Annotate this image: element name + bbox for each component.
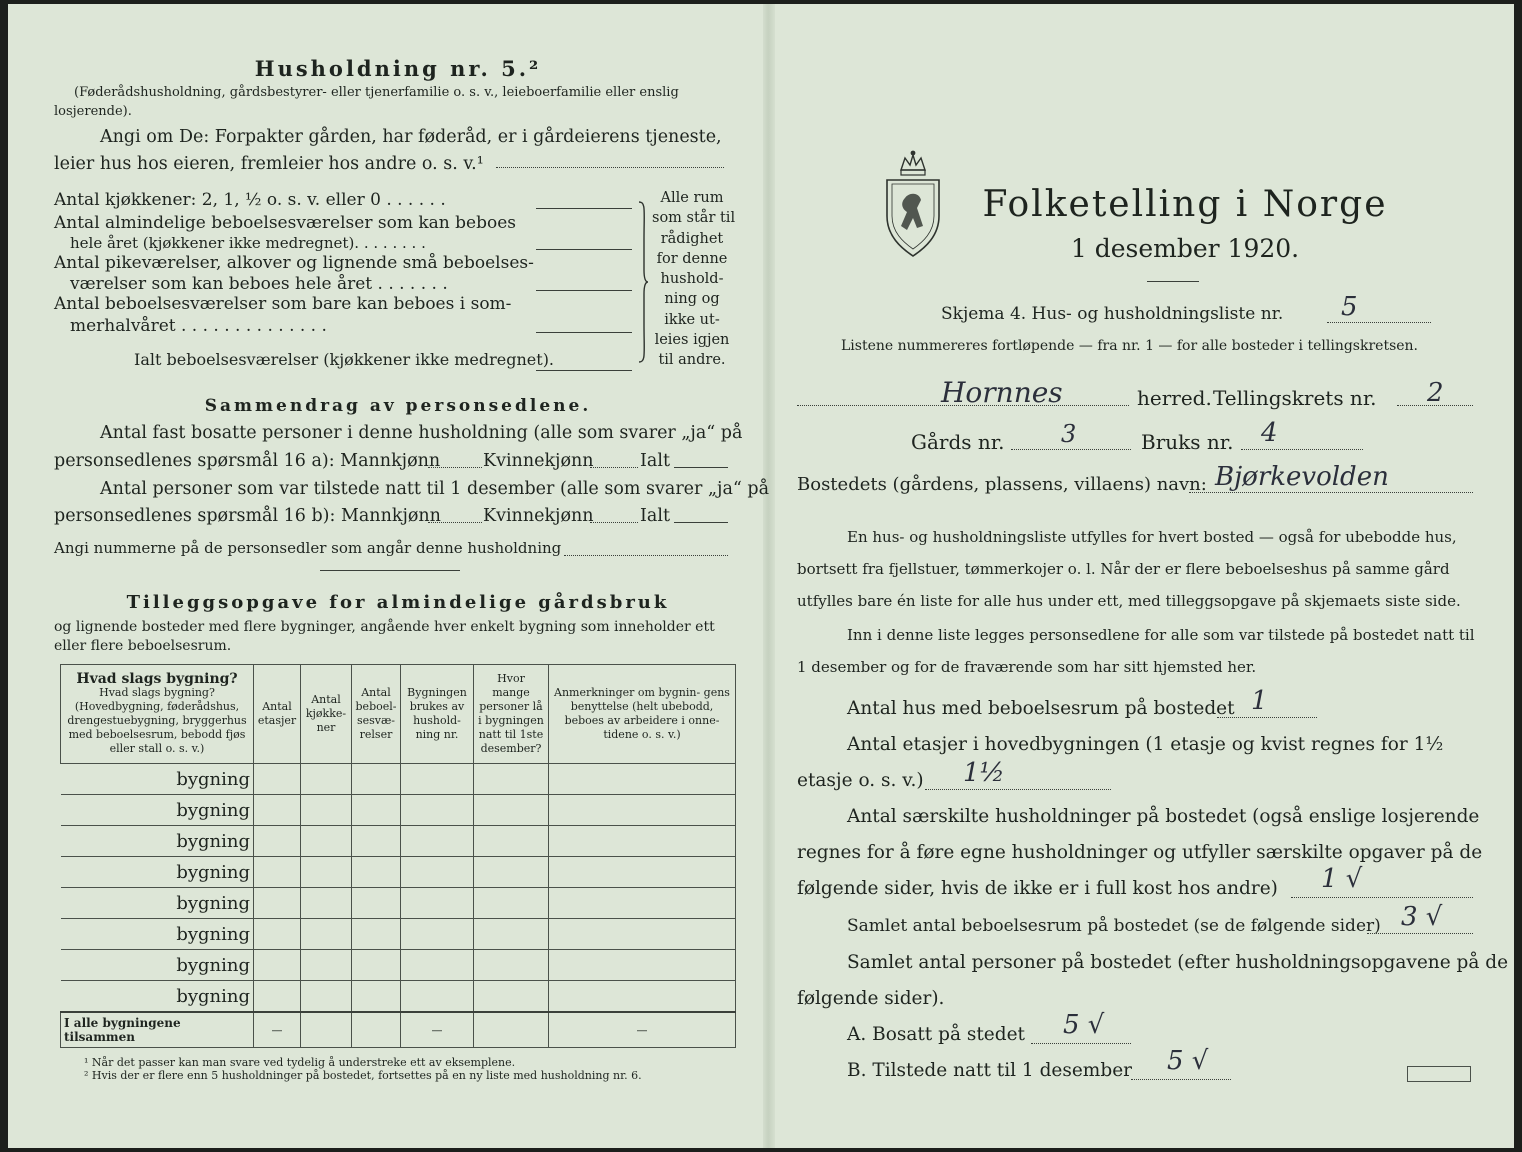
q-rooms: Samlet antal beboelsesrum på bostedet (se de følgende sider) xyxy=(847,916,1381,936)
side-note-line-7: ikke ut- xyxy=(664,311,720,328)
side-note-line-2: som står til xyxy=(652,210,736,227)
summary-title: Sammendrag av personsedlene. xyxy=(204,396,592,416)
para2-line-2: 1 desember og for de fraværende som har sitt hjemsted her. xyxy=(797,658,1257,676)
total-row xyxy=(61,1012,736,1048)
q-houses-handwritten: 1 xyxy=(1251,686,1268,716)
total-persons xyxy=(474,1012,549,1048)
a-resident-handwritten: 5 √ xyxy=(1063,1010,1105,1040)
page-fold xyxy=(763,4,775,1148)
present-total-label: Ialt xyxy=(640,506,670,526)
col-header-remarks: Anmerkninger om bygnin- gens benyttelse (helt ubebodd, beboes av arbeidere i onne- tidene o. s. v.) xyxy=(549,665,736,764)
herred-handwritten: Hornnes xyxy=(941,376,1063,409)
table-row xyxy=(61,888,736,919)
summary-line-3: Antal personer som var tilstede natt til 1 desember (alle som svarer „ja“ på xyxy=(100,479,770,499)
row-label: bygning xyxy=(61,950,254,981)
rooms-line-3: hele året (kjøkkener ikke medregnet). . . . . . . . xyxy=(70,234,426,252)
census-sheet xyxy=(8,4,1514,1148)
col-header-floors: Antal etasjer xyxy=(254,665,301,764)
col-header-rooms: Antal beboel- sesvæ- relser xyxy=(352,665,401,764)
q-households-1: Antal særskilte husholdninger på bostedet (også enslige losjerende xyxy=(847,806,1480,827)
building-rows xyxy=(61,764,736,1048)
total-floors: — xyxy=(254,1012,301,1048)
angi-nummerne-line xyxy=(564,555,728,556)
q-rooms-handwritten: 3 √ xyxy=(1401,902,1443,932)
left-page xyxy=(8,4,770,1148)
right-page xyxy=(775,4,1514,1148)
table-row xyxy=(61,919,736,950)
census-title: Folketelling i Norge xyxy=(982,184,1388,225)
summary-line-2: personsedlenes spørsmål 16 a): Mannkjønn xyxy=(54,451,441,471)
rooms-total-answer xyxy=(536,370,632,371)
total-rooms xyxy=(352,1012,401,1048)
para1-line-3: utfylles bare én liste for alle hus under ett, med tilleggsopgave på skjemaets siste side. xyxy=(797,592,1461,610)
side-note-line-6: ning og xyxy=(664,291,720,308)
q-households-3: følgende sider, hvis de ikke er i full kost hos andre) xyxy=(797,878,1278,899)
q-persons-1: Samlet antal personer på bostedet (efter husholdningsopgavene på de xyxy=(847,952,1509,973)
schema-label: Skjema 4. Hus- og husholdningsliste nr. xyxy=(941,304,1284,324)
gards-line xyxy=(1011,449,1131,450)
table-header-row xyxy=(61,665,736,764)
q-floors-1: Antal etasjer i hovedbygningen (1 etasje og kvist regnes for 1½ xyxy=(847,734,1444,755)
table-row xyxy=(61,826,736,857)
q-persons-2: følgende sider). xyxy=(797,988,945,1009)
angi-nummerne: Angi nummerne på de personsedler som angår denne husholdning xyxy=(54,539,562,557)
summary-line-1: Antal fast bosatte personer i denne husholdning (alle som svarer „ja“ på xyxy=(100,423,743,443)
a-resident-label: A. Bosatt på stedet xyxy=(847,1024,1025,1045)
date-underline xyxy=(1147,281,1199,282)
q-floors-handwritten: 1½ xyxy=(963,758,1005,788)
side-note-line-3: rådighet xyxy=(660,230,724,247)
rooms-brace xyxy=(636,200,650,364)
q-households-handwritten: 1 √ xyxy=(1321,864,1363,894)
q-households-2: regnes for å føre egne husholdninger og utfyller særskilte opgaver på de xyxy=(797,842,1483,863)
norway-coat-of-arms-icon xyxy=(879,148,947,260)
a-resident-line xyxy=(1031,1043,1131,1044)
resident-total-label: Ialt xyxy=(640,451,670,471)
household-title: Husholdning nr. 5.² xyxy=(254,56,542,81)
rooms-answer-1 xyxy=(536,208,632,209)
addon-note: og lignende bosteder med flere bygninger, angående hver enkelt bygning som inneholder ett eller flere beboelsesrum. xyxy=(54,619,715,654)
q-floors-2: etasje o. s. v.) xyxy=(797,770,924,791)
side-note-line-4: for denne xyxy=(656,250,728,267)
row-label: bygning xyxy=(61,857,254,888)
schema-number-handwritten: 5 xyxy=(1341,292,1358,322)
resident-female-label: Kvinnekjønn xyxy=(483,451,594,471)
side-note-line-9: til andre. xyxy=(658,352,726,369)
side-note-line-8: leies igjen xyxy=(654,332,730,349)
table-row xyxy=(61,795,736,826)
q-households-line xyxy=(1291,897,1473,898)
para1-line-1: En hus- og husholdningsliste utfylles for hvert bosted — også for ubebodde hus, xyxy=(847,528,1457,546)
question-line-1: Angi om De: Forpakter gården, har føderåd, er i gårdeierens tjeneste, xyxy=(100,127,722,147)
row-label: bygning xyxy=(61,888,254,919)
bruks-label: Bruks nr. xyxy=(1141,430,1234,454)
printer-stamp xyxy=(1407,1066,1471,1082)
section-divider xyxy=(320,570,460,571)
footnote-1: ¹ Når det passer kan man svare ved tydelig å understreke ett av eksemplene. xyxy=(84,1056,516,1069)
row-label: bygning xyxy=(61,795,254,826)
table-row xyxy=(61,857,736,888)
summary-line-4: personsedlenes spørsmål 16 b): Mannkjønn xyxy=(54,506,441,526)
b-present-handwritten: 5 √ xyxy=(1167,1046,1209,1076)
rooms-answer-2 xyxy=(536,249,632,250)
rooms-line-1: Antal kjøkkener: 2, 1, ½ o. s. v. eller 0 . . . . . . xyxy=(54,190,446,210)
rooms-line-7: merhalvåret . . . . . . . . . . . . . . xyxy=(70,316,327,336)
bosted-handwritten: Bjørkevolden xyxy=(1215,462,1389,492)
present-male-line xyxy=(428,522,482,523)
rooms-line-2: Antal almindelige beboelsesværelser som kan beboes xyxy=(54,213,516,233)
b-present-label: B. Tilstede natt til 1 desember xyxy=(847,1060,1132,1081)
footnote-2: ² Hvis der er flere enn 5 husholdninger på bostedet, fortsettes på en ny liste med husholdning nr. 6. xyxy=(84,1069,642,1082)
herred-label: herred. xyxy=(1137,386,1212,410)
rooms-line-4: Antal pikeværelser, alkover og lignende små beboelses- xyxy=(54,253,534,273)
question-answer-line xyxy=(496,167,724,168)
question-line-2: leier hus hos eieren, fremleier hos andre o. s. v.¹ xyxy=(54,154,484,174)
gards-handwritten: 3 xyxy=(1061,420,1077,448)
row-label: bygning xyxy=(61,826,254,857)
census-date: 1 desember 1920. xyxy=(1070,234,1300,263)
bruks-handwritten: 4 xyxy=(1261,418,1278,448)
q-houses-line xyxy=(1217,717,1317,718)
para2-line-1: Inn i denne liste legges personsedlene for alle som var tilstede på bostedet natt til xyxy=(847,626,1475,644)
para1-line-2: bortsett fra fjellstuer, tømmerkojer o. l. Når der er flere beboelseshus på samme gård xyxy=(797,560,1450,578)
addon-title: Tilleggsopgave for almindelige gårdsbruk xyxy=(126,592,670,613)
resident-female-line xyxy=(590,467,638,468)
resident-total-line xyxy=(674,467,728,468)
col-header-persons: Hvor mange personer lå i bygningen natt til 1ste desember? xyxy=(474,665,549,764)
bruks-line xyxy=(1241,449,1363,450)
table-row xyxy=(61,950,736,981)
col-header-household: Bygningen brukes av hushold- ning nr. xyxy=(401,665,474,764)
side-note xyxy=(652,188,736,371)
side-note-line-1: Alle rum xyxy=(660,190,724,206)
rooms-answer-3 xyxy=(536,290,632,291)
rooms-total: Ialt beboelsesværelser (kjøkkener ikke medregnet). xyxy=(134,350,555,369)
numbering-note: Listene nummereres fortløpende — fra nr. 1 — for alle bosteder i tellingskretsen. xyxy=(841,338,1419,354)
table-row xyxy=(61,981,736,1013)
building-table xyxy=(60,664,736,1048)
q-houses: Antal hus med beboelsesrum på bostedet xyxy=(847,698,1235,719)
krets-label: Tellingskrets nr. xyxy=(1213,386,1377,410)
table-row xyxy=(61,764,736,795)
row-label: bygning xyxy=(61,981,254,1013)
rooms-line-6: Antal beboelsesværelser som bare kan beboes i som- xyxy=(54,294,512,314)
bosted-line xyxy=(1189,492,1473,493)
schema-line xyxy=(1327,322,1431,323)
row-label: bygning xyxy=(61,764,254,795)
gards-label: Gårds nr. xyxy=(911,430,1005,454)
row-label: bygning xyxy=(61,919,254,950)
total-kitchens xyxy=(301,1012,352,1048)
rooms-line-5: værelser som kan beboes hele året . . . . . . . xyxy=(70,274,448,294)
present-female-label: Kvinnekjønn xyxy=(483,506,594,526)
side-note-line-5: hushold- xyxy=(660,271,724,288)
b-present-line xyxy=(1131,1079,1231,1080)
total-household: — xyxy=(401,1012,474,1048)
col-header-building-type: Hvad slags bygning? Hvad slags bygning? (Hovedbygning, føderådshus, drengestuebygning, bryggerhus med beboelsesrum, bebodd fjøs eller stall o. s. v.) xyxy=(61,665,254,764)
present-total-line xyxy=(674,522,728,523)
col-header-kitchens: Antal kjøkke- ner xyxy=(301,665,352,764)
q-floors-line xyxy=(925,789,1111,790)
bosted-label: Bostedets (gårdens, plassens, villaens) navn: xyxy=(797,474,1207,495)
household-intro-note: (Føderådshusholdning, gårdsbestyrer- eller tjenerfamilie o. s. v., leieboerfamilie eller enslig losjerende). xyxy=(54,85,679,119)
total-remarks: — xyxy=(549,1012,736,1048)
total-label: I alle bygningene tilsammen xyxy=(61,1012,254,1048)
krets-handwritten: 2 xyxy=(1427,378,1444,408)
rooms-answer-4 xyxy=(536,332,632,333)
present-female-line xyxy=(590,522,638,523)
resident-male-line xyxy=(428,467,482,468)
q-rooms-line xyxy=(1367,933,1473,934)
